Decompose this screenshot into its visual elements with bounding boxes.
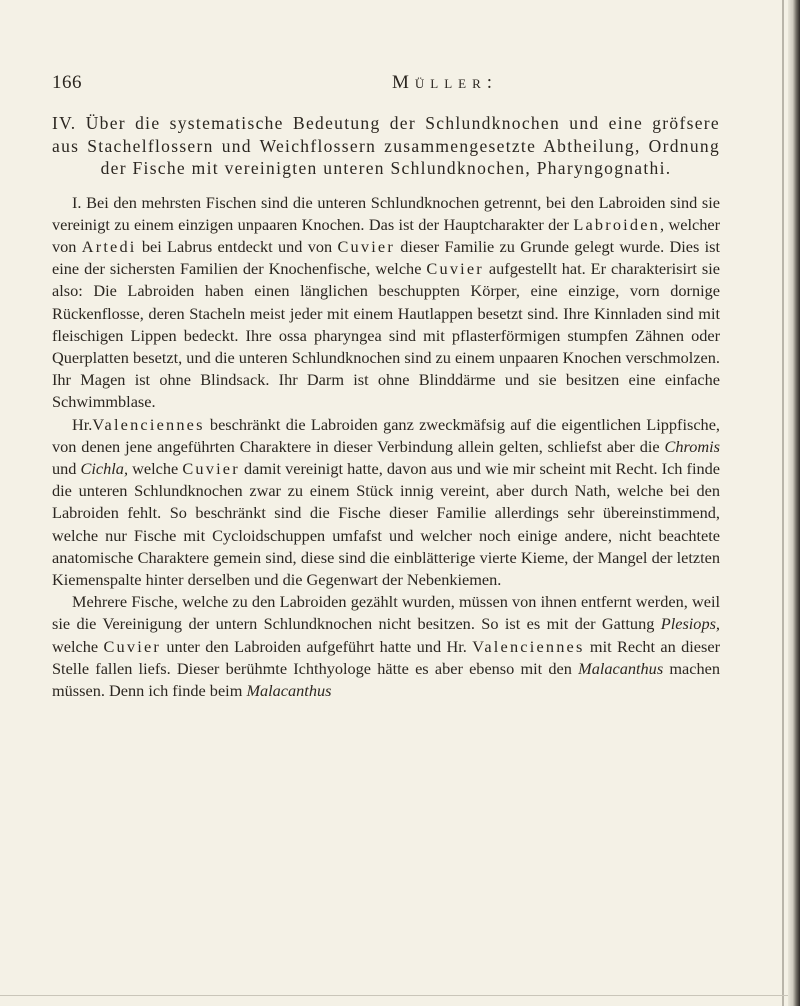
text-run: damit vereinigt hatte, davon aus und wie mir scheint mit Recht. Ich finde die unteren Schlundknochen zwar zu einem Stück innig vereint, aber durch Nath, welche bei den Labroiden fehlt. So beschränkt sind die Fische dieser Familie allerdings sehr übereinstimmend, welche nur Fische mit Cycloidschuppen umfafst und welcher noch einige andere, nicht beachtete anatomische Charaktere gemein sind, diese sind die einblätterige vierte Kieme, der Mangel der letzten Kiemenspalte hinter derselben und die Gegenwart der Nebenkiemen. — [52, 458, 720, 589]
bottom-edge-rule — [0, 995, 788, 996]
section-title: IV. Über die systematische Bedeutung der Schlundknochen und eine gröfsere aus Stachelflossern und Weichflossern zusammengesetzte Abtheilung, Ordnung der Fische mit vereinigten unteren Schlundknochen, Pharyngognathi. — [52, 113, 720, 178]
text-run: Mehrere Fische, welche zu den Labroiden gezählt wurden, müssen von ihnen entfernt werden, weil sie die Vereinigung der untern Schlundknochen nicht besitzen. So ist es mit der Gattung — [52, 592, 720, 634]
text-run: dieser Familie zu Grunde gelegt wurde. Dies ist eine der sichersten Familien der Knochenfische, welche — [52, 236, 721, 279]
genus-malacanthus: Malacanthus — [246, 680, 332, 700]
text-run: beschränkt die Labroiden ganz zweckmäfsig auf die eigentlichen Lippfische, von denen jene angeführten Charaktere in dieser Verbindung allein gelten, schliefst aber die — [52, 414, 720, 456]
page-header — [52, 72, 728, 96]
text-run: mit Recht an dieser Stelle fallen liefs. Dieser berühmte Ichthyologe hätte es aber ebenso mit den — [52, 636, 721, 678]
text-run: , welcher von — [52, 214, 720, 256]
text-run: und — [52, 458, 81, 478]
spaced-name-valenciennes: Valenciennes — [92, 414, 205, 434]
text-run: welche — [128, 458, 183, 478]
text-run: I. Bei den mehrsten Fischen sind die unteren Schlundknochen getrennt, bei den Labroiden sind sie vereinigt zu einem einzigen unpaaren Knochen. Das ist der Hauptcharakter der — [52, 192, 720, 234]
genus-chromis: Chromis — [664, 436, 720, 456]
text-run: welche — [52, 636, 104, 656]
text-run: aufgestellt hat. Er charakterisirt sie also: Die Labroiden haben einen länglichen beschuppten Körper, eine einzige, vorn dornige Rückenflosse, deren Stacheln meist jeder mit einem Hautlappen besetzt sind. Ihre Kinnladen sind mit fleischigen Lippen bedeckt. Ihre ossa pharyngea sind mit pflasterförmigen stumpfen Zähnen oder Querplatten besetzt, und die unteren Schlundknochen sind zu einem unpaaren Knochen verschmolzen. Ihr Magen ist ohne Blindsack. Ihr Darm ist ohne Blinddärme und sie besitzen eine einfache Schwimmblase. — [52, 259, 720, 412]
paragraph-2 — [52, 414, 720, 592]
spaced-name-valenciennes: Valenciennes — [472, 636, 585, 656]
paragraph-3 — [52, 591, 720, 702]
text-run: Hr. — [72, 414, 93, 434]
text-run: bei Labrus entdeckt und von — [136, 236, 338, 256]
text-run: machen müssen. Denn ich finde beim — [52, 658, 720, 700]
genus-cichla: Cichla, — [80, 458, 129, 478]
genus-plesiops: Plesiops, — [660, 614, 720, 634]
paragraph-1 — [52, 192, 720, 414]
spaced-name-cuvier: Cuvier — [103, 636, 162, 656]
spaced-name-labroiden: Labroiden — [573, 214, 661, 234]
text-run: unter den Labroiden aufgeführt hatte und Hr. — [161, 636, 473, 656]
page-edge-line — [782, 0, 784, 1006]
page-edge-shadow — [788, 0, 800, 1006]
genus-malacanthus: Malacanthus — [578, 658, 664, 678]
spaced-name-artedi: Artedi — [81, 236, 137, 256]
page-body — [52, 112, 720, 702]
spaced-name-cuvier: Cuvier — [337, 236, 395, 256]
running-head: Müller: — [392, 72, 499, 93]
spaced-name-cuvier: Cuvier — [182, 458, 240, 478]
spaced-name-cuvier: Cuvier — [426, 259, 484, 279]
page-number: 166 — [52, 72, 82, 93]
